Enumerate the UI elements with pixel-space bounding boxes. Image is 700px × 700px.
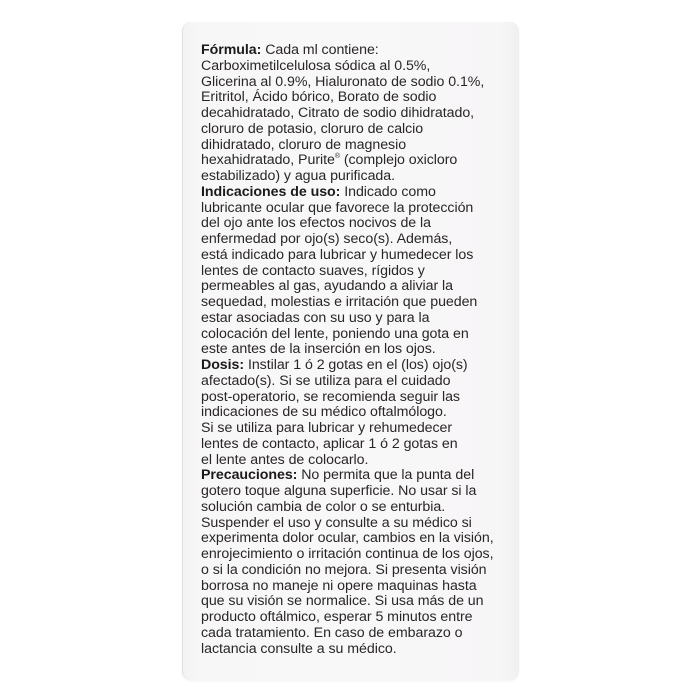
formula-section: [201, 43, 521, 185]
text-line: enfermedad por ojo(s) seco(s). Además,: [201, 231, 453, 247]
text-line: cloruro de potasio, cloruro de calcio: [201, 120, 424, 137]
text-line: colocación del lente, poniendo una gota en: [201, 325, 469, 342]
text-line: borrosa no maneje ni opere maquinas hasta: [201, 577, 477, 594]
text-line: [201, 153, 521, 169]
indications-section: [201, 185, 521, 358]
text-line: permeables al gas, ayudando a aliviar la: [201, 278, 453, 295]
dosage-label: Dosis:: [201, 357, 245, 373]
text-line: que su visión se normalice. Si usa más de un: [201, 593, 484, 610]
precautions-text: No permita que la punta del: [297, 467, 475, 484]
precautions-section: [201, 468, 521, 657]
text-line: Suspender el uso y consulte a su médico si: [201, 514, 472, 531]
text-line: Glicerina al 0.9%, Hialuronato de sodio 0.1%,: [201, 73, 485, 90]
precautions-label: Precauciones:: [201, 467, 298, 484]
text-line: está indicado para lubricar y humedecer los: [201, 246, 474, 263]
text-line: Carboximetilcelulosa sódica al 0.5%,: [201, 57, 431, 74]
registered-trademark-icon: ®: [334, 153, 340, 161]
text-line: lactancia consulte a su médico.: [201, 640, 397, 657]
dosage-text: Instilar 1 ó 2 gotas en el (los) ojo(s): [244, 357, 468, 373]
text-line: experimenta dolor ocular, cambios en la visión,: [201, 530, 494, 547]
dosage-section: [201, 358, 521, 468]
text-line: lentes de contacto, aplicar 1 ó 2 gotas en: [201, 435, 458, 452]
text-line: cada tratamiento. En caso de embarazo o: [201, 624, 463, 641]
text-line: [201, 468, 521, 484]
formula-text: hexahidratado, Purite: [201, 152, 335, 169]
text-line: [201, 358, 521, 374]
text-line: Si se utiliza para lubricar y rehumedecer: [201, 420, 453, 436]
text-line: [201, 43, 521, 59]
text-line: producto oftálmico, esperar 5 minutos entre: [201, 609, 473, 625]
indications-text: Indicado como: [340, 183, 436, 200]
text-line: este antes de la inserción en los ojos.: [201, 341, 436, 358]
package-insert-text: [201, 43, 521, 657]
text-line: gotero toque alguna superficie. No usar si la: [201, 483, 477, 499]
text-line: solución cambia de color o se enturbia.: [201, 498, 446, 515]
text-line: o si la condición no mejora. Si presenta visión: [201, 561, 487, 578]
text-line: el lente antes de colocarlo.: [201, 451, 369, 468]
indications-label: Indicaciones de uso:: [201, 183, 341, 200]
text-line: dihidratado, cloruro de magnesio: [201, 136, 407, 153]
text-line: del ojo ante los efectos nocivos de la: [201, 215, 431, 232]
text-line: decahidratado, Citrato de sodio dihidratado,: [201, 105, 475, 121]
text-line: enrojecimiento o irritación continua de los ojos,: [201, 546, 494, 562]
text-line: [201, 185, 521, 201]
text-line: Eritritol, Ácido bórico, Borato de sodio: [201, 89, 437, 106]
formula-text: (complejo oxicloro: [339, 152, 458, 169]
text-line: lentes de contacto suaves, rígidos y: [201, 262, 425, 279]
text-line: estabilizado) y agua purificada.: [201, 168, 395, 184]
text-line: estar asociadas con su uso y para la: [201, 309, 430, 326]
formula-text: Cada ml contiene:: [261, 42, 379, 58]
text-line: indicaciones de su médico oftalmólogo.: [201, 404, 447, 421]
text-line: post-operatorio, se recomienda seguir las: [201, 388, 460, 405]
text-line: lubricante ocular que favorece la protección: [201, 199, 474, 216]
formula-label: Fórmula:: [201, 42, 262, 58]
text-line: sequedad, molestias e irritación que pueden: [201, 294, 478, 310]
text-line: afectado(s). Si se utiliza para el cuidado: [201, 372, 451, 389]
